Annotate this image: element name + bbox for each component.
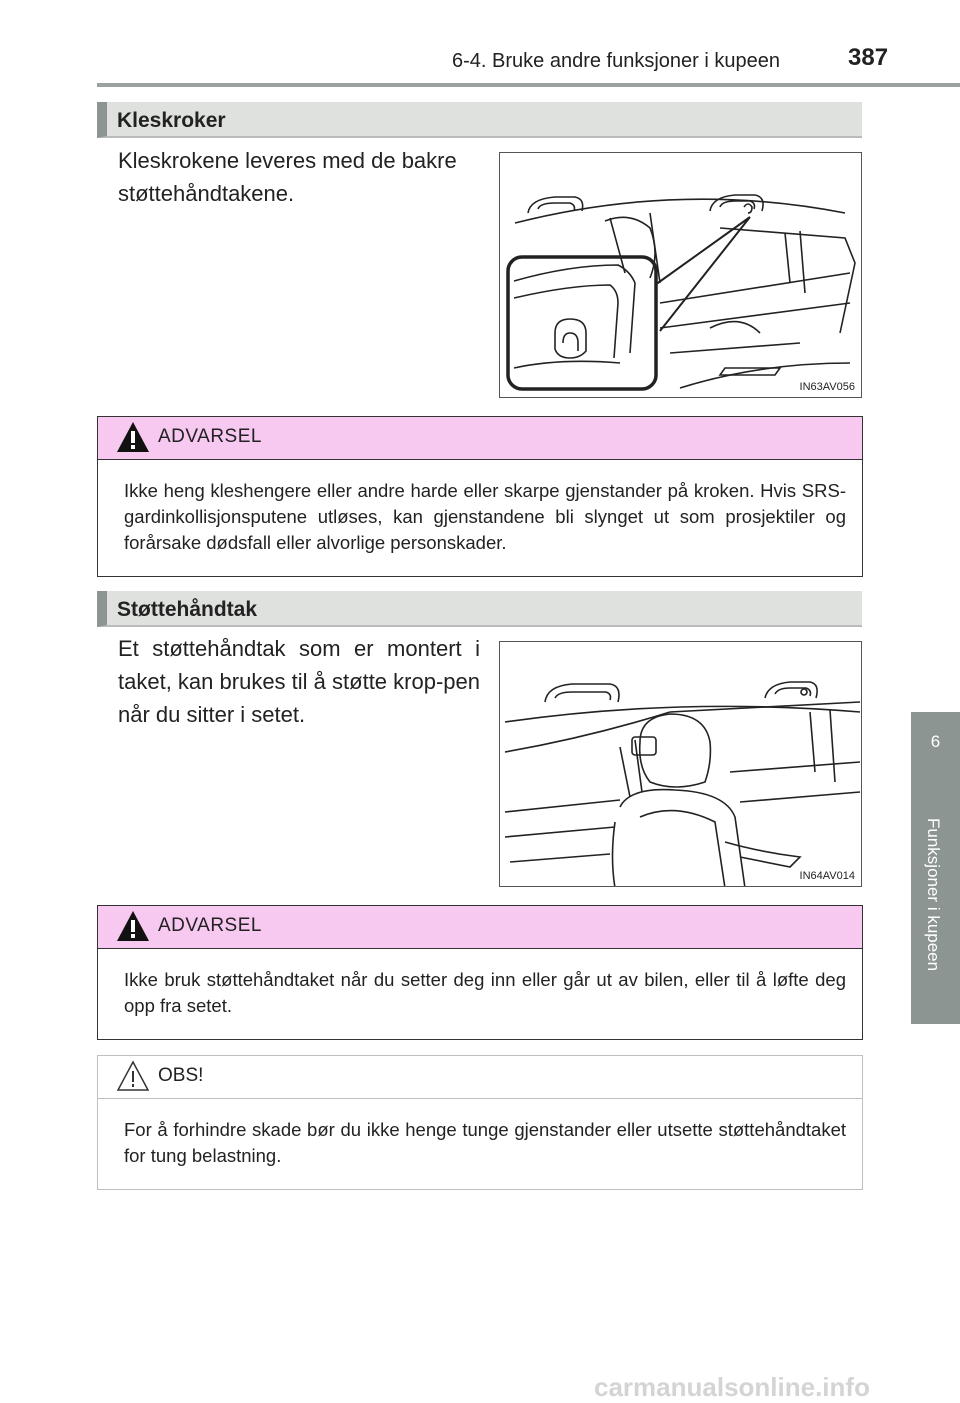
warning-triangle-icon xyxy=(116,421,150,453)
figure-assist-grip xyxy=(499,641,862,887)
assist-grip-illustration xyxy=(500,642,862,887)
warning-header xyxy=(98,906,862,949)
chapter-label: Funksjoner i kupeen xyxy=(924,818,943,972)
section-heading-kleskroker xyxy=(97,102,862,138)
notice-text: For å forhindre skade bør du ikke henge tunge gjenstander eller utsette støttehåndtaket for tung belastning. xyxy=(124,1119,846,1166)
warning-text: Ikke heng kleshengere eller andre harde eller skarpe gjenstander på kroken. Hvis SRS-gardinkollisjonsputene utløses, kan gjenstandene bli slynget ut som prosjektiler og forårsake dødsfall eller alvorlige personskader. xyxy=(124,480,846,553)
notice-box xyxy=(97,1055,863,1190)
caution-outline-icon xyxy=(116,1060,150,1092)
section-title: Støttehåndtak xyxy=(117,598,258,621)
figure-code: IN63AV056 xyxy=(799,381,855,393)
figure-coat-hook xyxy=(499,152,862,398)
warning-box-2 xyxy=(97,905,863,1040)
warning-box-1 xyxy=(97,416,863,577)
page-number: 387 xyxy=(848,44,889,71)
notice-label: OBS! xyxy=(158,1065,204,1086)
chapter-number: 6 xyxy=(930,732,941,751)
warning-label: ADVARSEL xyxy=(158,426,262,447)
chapter-side-tab xyxy=(911,712,960,1024)
running-header: 6-4. Bruke andre funksjoner i kupeen xyxy=(452,50,780,72)
notice-header xyxy=(98,1056,862,1099)
figure-code: IN64AV014 xyxy=(799,870,855,882)
warning-triangle-icon xyxy=(116,910,150,942)
warning-text: Ikke bruk støttehåndtaket når du setter deg inn eller går ut av bilen, eller til å løfte deg opp fra setet. xyxy=(124,969,846,1016)
section-heading-stottehandtak xyxy=(97,591,862,627)
warning-header xyxy=(98,417,862,460)
section-text-kleskroker: Kleskrokene leveres med de bakre støttehåndtakene. xyxy=(118,148,457,206)
section-text-stottehandtak: Et støttehåndtak som er montert i taket, kan brukes til å støtte krop-pen når du sitter i setet. xyxy=(118,636,480,727)
section-title: Kleskroker xyxy=(117,109,226,132)
warning-label: ADVARSEL xyxy=(158,915,262,936)
watermark: carmanualsonline.info xyxy=(594,1372,870,1402)
coat-hook-illustration xyxy=(500,153,862,398)
header-rule xyxy=(97,83,960,87)
